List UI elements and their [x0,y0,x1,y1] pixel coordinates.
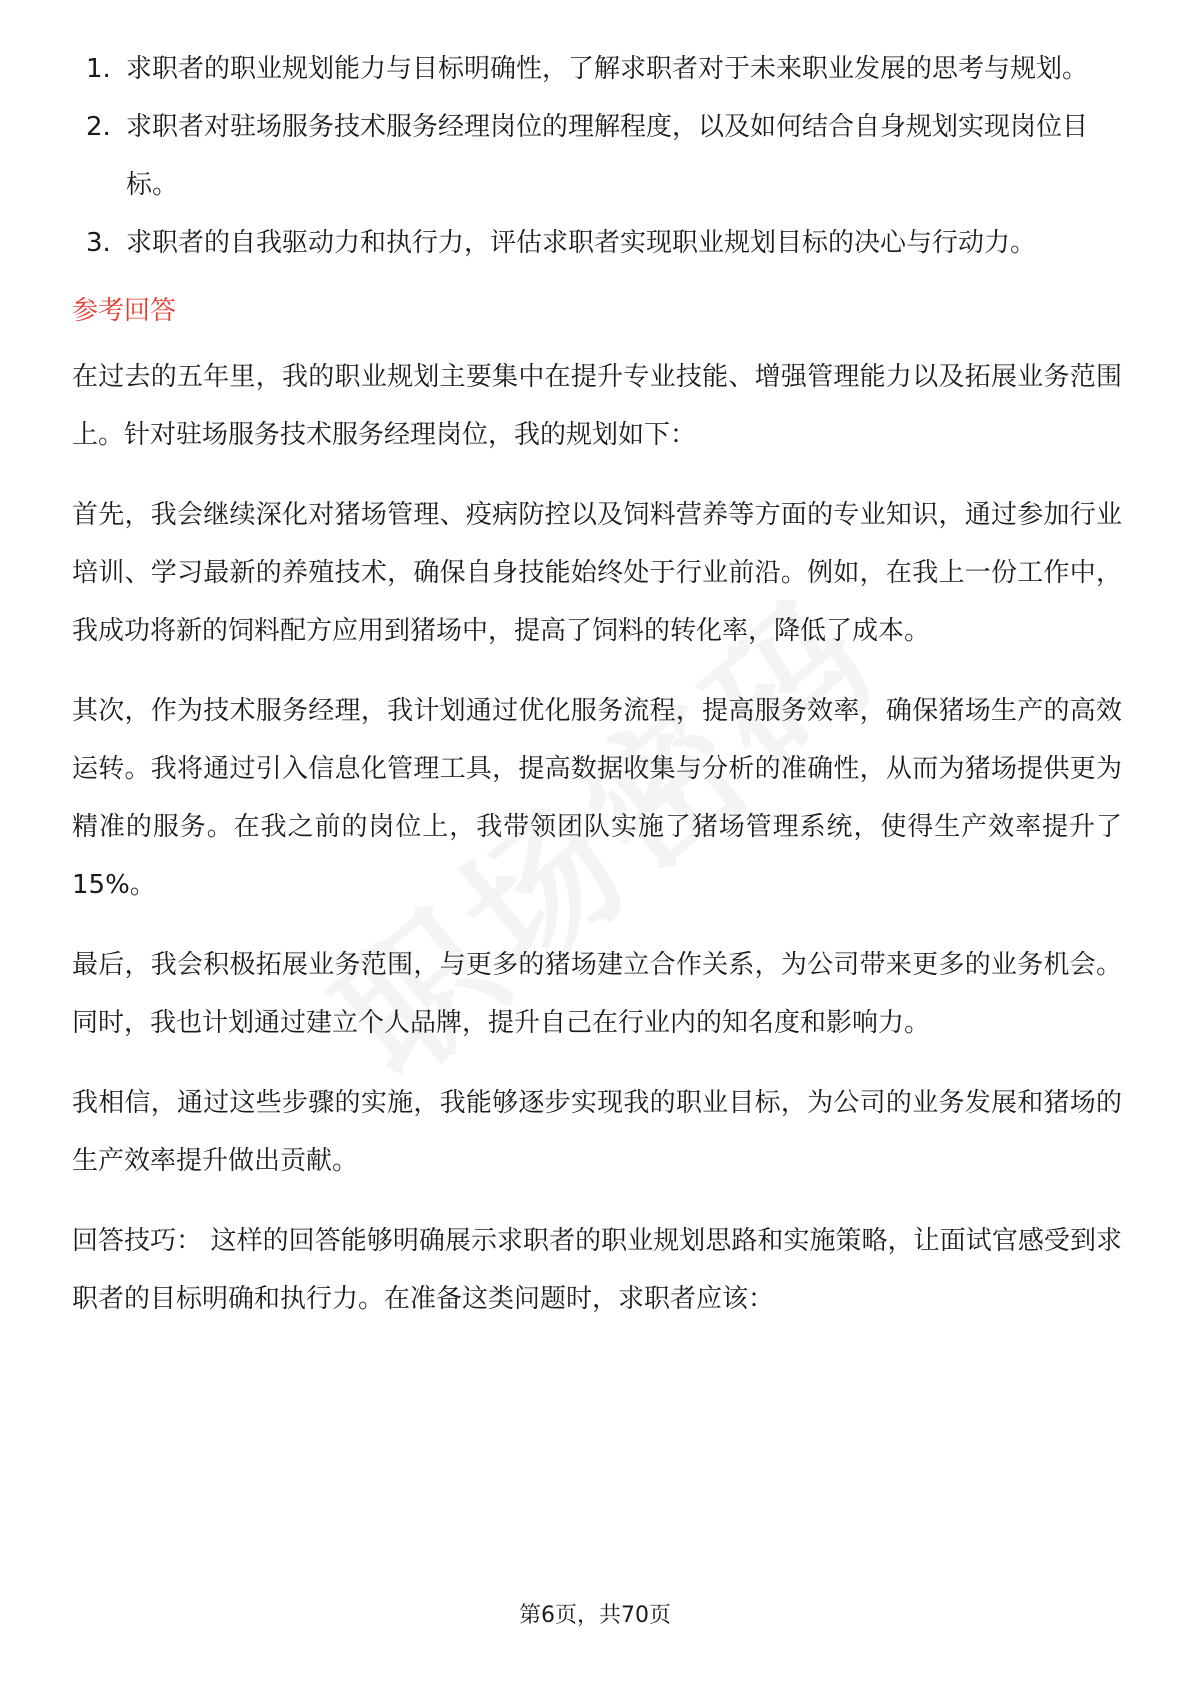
tips-paragraph: 回答技巧： 这样的回答能够明确展示求职者的职业规划思路和实施策略，让面试官感受到求职者的目标明确和执行力。在准备这类问题时，求职者应该： [72,1226,1122,1314]
criteria-text: 求职者的自我驱动力和执行力，评估求职者实现职业规划目标的决心与行动力。 [126,228,1037,258]
criteria-item [72,98,1122,214]
criteria-item [72,214,1122,272]
criteria-number: 1. [86,54,111,84]
answer-paragraph: 其次，作为技术服务经理，我计划通过优化服务流程，提高服务效率，确保猪场生产的高效运转。我将通过引入信息化管理工具，提高数据收集与分析的准确性，从而为猪场提供更为精准的服务。在我之前的岗位上，我带领团队实施了猪场管理系统，使得生产效率提升了15%。 [72,696,1122,900]
criteria-number: 2. [86,112,111,142]
criteria-text: 求职者对驻场服务技术服务经理岗位的理解程度，以及如何结合自身规划实现岗位目标。 [126,112,1089,200]
answer-paragraph: 在过去的五年里，我的职业规划主要集中在提升专业技能、增强管理能力以及拓展业务范围上。针对驻场服务技术服务经理岗位，我的规划如下： [72,362,1122,450]
answer-paragraph: 最后，我会积极拓展业务范围，与更多的猪场建立合作关系，为公司带来更多的业务机会。同时，我也计划通过建立个人品牌，提升自己在行业内的知名度和影响力。 [72,950,1122,1038]
criteria-item [72,40,1122,98]
page-number: 第6页，共70页 [519,1603,671,1628]
criteria-number: 3. [86,228,111,258]
page-content [72,40,1122,1350]
criteria-text: 求职者的职业规划能力与目标明确性，了解求职者对于未来职业发展的思考与规划。 [126,54,1089,84]
evaluation-criteria-list [72,40,1122,272]
answer-paragraph: 我相信，通过这些步骤的实施，我能够逐步实现我的职业目标，为公司的业务发展和猪场的生产效率提升做出贡献。 [72,1088,1122,1176]
answer-paragraph: 首先，我会继续深化对猪场管理、疫病防控以及饲料营养等方面的专业知识，通过参加行业培训、学习最新的养殖技术，确保自身技能始终处于行业前沿。例如，在我上一份工作中，我成功将新的饲料配方应用到猪场中，提高了饲料的转化率，降低了成本。 [72,500,1122,646]
section-title: 参考回答 [72,296,177,326]
